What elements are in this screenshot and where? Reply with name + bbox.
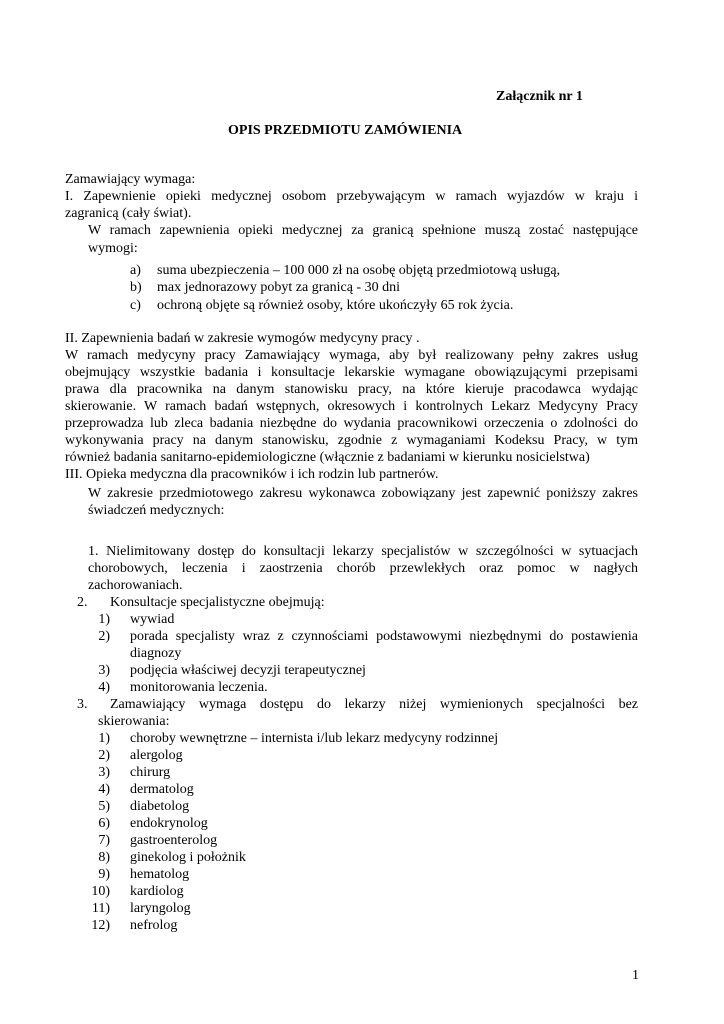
section2-line: skierowanie. W ramach badań wstępnych, okresowych i kontrolnych Lekarz Medycyny Pracy <box>65 399 638 414</box>
list-marker: c) <box>130 298 141 313</box>
section3-heading: III. Opieka medyczna dla pracowników i ich rodzin lub partnerów. <box>65 467 439 482</box>
document-title: OPIS PRZEDMIOTU ZAMÓWIENIA <box>228 123 463 138</box>
list-item: porada specjalisty wraz z czynnościami podstawowymi niezbędnymi do postawienia <box>130 629 638 644</box>
point2-text: Konsultacje specjalistyczne obejmują: <box>110 595 325 610</box>
list-item: endokrynolog <box>130 816 208 831</box>
list-marker: 7) <box>98 833 110 848</box>
point1-line: zachorowaniach. <box>88 578 183 593</box>
section3-text-line: W zakresie przedmiotowego zakresu wykonawca zobowiązany jest zapewnić poniższy zakres <box>88 486 638 501</box>
list-item: gastroenterolog <box>130 833 218 848</box>
point1-line: 1. Nielimitowany dostęp do konsultacji lekarzy specjalistów w szczególności w sytuacjach <box>88 544 638 559</box>
point2-marker: 2. <box>77 595 88 610</box>
section1-heading-line: zagranicą (cały świat). <box>65 206 192 221</box>
list-item: chirurg <box>130 765 171 780</box>
list-item: hematolog <box>130 867 190 882</box>
section2-line: wykonywania pracy na danym stanowisku, zgodnie z wymaganiami Kodeksu Pracy, w tym <box>65 433 638 448</box>
list-item: max jednorazowy pobyt za granicą - 30 dni <box>157 280 400 295</box>
list-marker: 6) <box>98 816 110 831</box>
section1-text-line: wymogi: <box>88 241 138 256</box>
intro-text: Zamawiający wymaga: <box>65 172 196 187</box>
list-item: nefrolog <box>130 918 178 933</box>
list-marker: 11) <box>91 901 110 916</box>
list-marker: 3) <box>98 765 110 780</box>
point3-text-line: skierowania: <box>98 714 170 729</box>
list-item: monitorowania leczenia. <box>130 680 268 695</box>
section1-text-line: W ramach zapewnienia opieki medycznej za granicą spełnione muszą zostać następujące <box>88 223 638 238</box>
list-item: ochroną objęte są również osoby, które ukończyły 65 rok życia. <box>157 298 514 313</box>
section2-line: obejmujący wszystkie badania i konsultacje lekarskie wymagane obowiązującymi przepisami <box>65 365 638 380</box>
list-item: choroby wewnętrzne – internista i/lub lekarz medycyny rodzinnej <box>130 731 499 746</box>
list-marker: 8) <box>98 850 110 865</box>
annex-label: Załącznik nr 1 <box>496 89 583 104</box>
list-marker: 1) <box>98 731 110 746</box>
list-marker: 3) <box>98 663 110 678</box>
section2-line: przeprowadza lub zleca badania niezbędne do wydania pracownikowi orzeczenia o zdolności do <box>65 416 638 431</box>
section1-heading-line: I. Zapewnienie opieki medycznej osobom przebywającym w ramach wyjazdów w kraju i <box>65 189 638 204</box>
list-item: suma ubezpieczenia – 100 000 zł na osobę objętą przedmiotową usługą, <box>157 263 561 278</box>
list-marker: 12) <box>91 918 110 933</box>
list-item: alergolog <box>130 748 183 763</box>
section2-line: również badania sanitarno-epidemiologiczne (włącznie z badaniami w kierunku nosicielstwa) <box>65 450 590 465</box>
point3-marker: 3. <box>77 697 88 712</box>
section2-line: W ramach medycyny pracy Zamawiający wymaga, aby był realizowany pełny zakres usług <box>65 348 638 363</box>
list-marker: a) <box>130 263 141 278</box>
list-marker: 5) <box>98 799 110 814</box>
list-item: diagnozy <box>130 646 182 661</box>
point3-text-line: Zamawiający wymaga dostępu do lekarzy niżej wymienionych specjalności bez <box>110 697 638 712</box>
list-marker: b) <box>130 280 142 295</box>
section2-line: prawa dla pracownika na danym stanowisku pracy, na które kieruje pracodawca wydając <box>65 382 638 397</box>
list-item: kardiolog <box>130 884 184 899</box>
list-item: podjęcia właściwej decyzji terapeutycznej <box>130 663 366 678</box>
list-item: wywiad <box>130 612 175 627</box>
list-marker: 10) <box>91 884 110 899</box>
list-item: dermatolog <box>130 782 194 797</box>
list-marker: 4) <box>98 680 110 695</box>
section3-text-line: świadczeń medycznych: <box>88 503 225 518</box>
list-item: diabetolog <box>130 799 190 814</box>
list-marker: 2) <box>98 629 110 644</box>
page-number: 1 <box>632 968 639 983</box>
section2-heading: II. Zapewnienia badań w zakresie wymogów medycyny pracy . <box>65 331 420 346</box>
list-marker: 4) <box>98 782 110 797</box>
list-item: ginekolog i położnik <box>130 850 246 865</box>
list-item: laryngolog <box>130 901 191 916</box>
list-marker: 1) <box>98 612 110 627</box>
list-marker: 9) <box>98 867 110 882</box>
list-marker: 2) <box>98 748 110 763</box>
point1-line: chorobowych, leczenia i zaostrzenia chorób przewlekłych oraz pomoc w nagłych <box>88 561 638 576</box>
